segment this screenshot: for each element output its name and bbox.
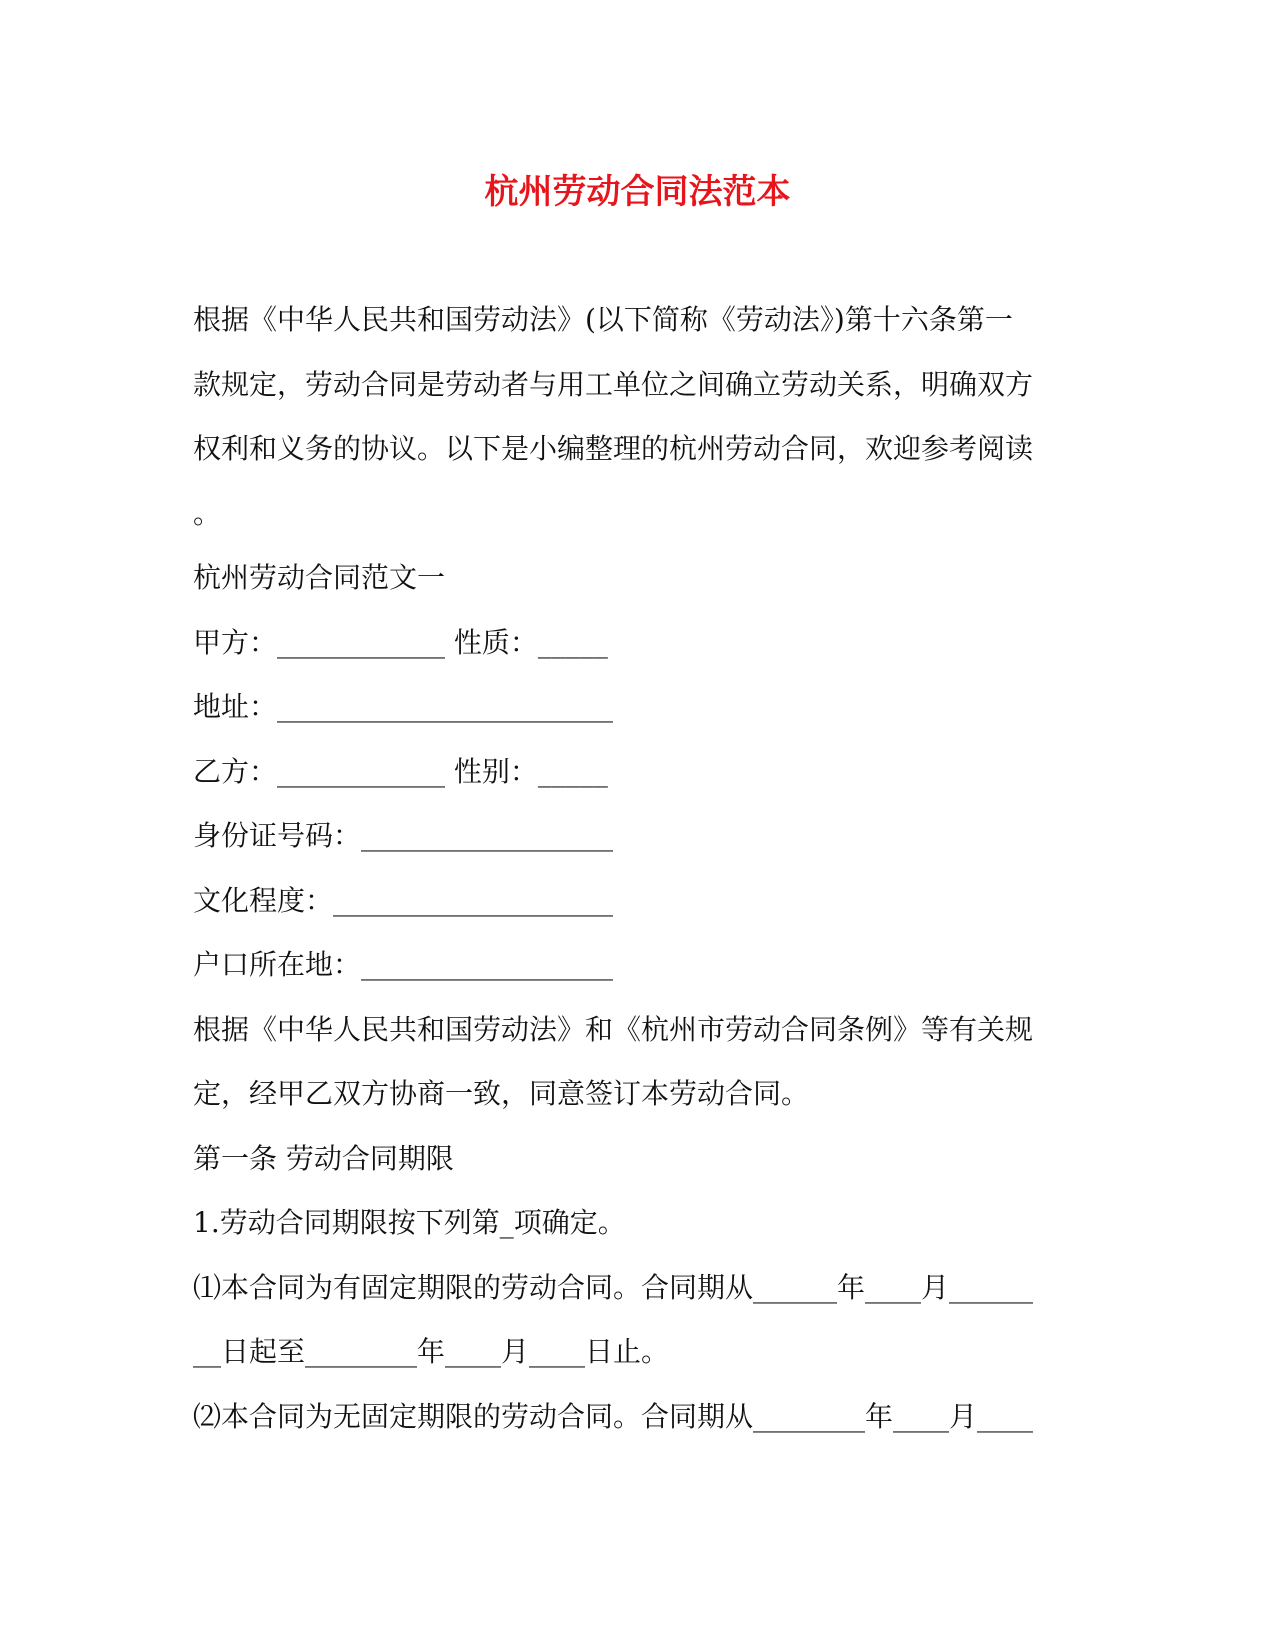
document-body (193, 288, 1083, 1449)
section-heading: 杭州劳动合同范文一 (193, 561, 446, 594)
clause-1: 1.劳动合同期限按下列第_项确定。 (193, 1206, 626, 1239)
intro-line-2: 款规定，劳动合同是劳动者与用工单位之间确立劳动关系，明确双方 (193, 367, 1034, 401)
intro-line-4: 。 (193, 496, 222, 530)
party-a-field: 甲方：____________ 性质：_____ (193, 625, 608, 659)
basis-line-1: 根据《中华人民共和国劳动法》和《杭州市劳动合同条例》等有关规 (193, 1012, 1034, 1046)
education-field: 文化程度：____________________ (193, 883, 614, 917)
clause-1-option-1-line-1: ⑴本合同为有固定期限的劳动合同。合同期从______年____月______ (193, 1270, 1034, 1304)
party-b-field: 乙方：____________ 性别：_____ (193, 754, 608, 788)
basis-line-2: 定，经甲乙双方协商一致，同意签订本劳动合同。 (193, 1077, 810, 1110)
document-title: 杭州劳动合同法范本 (484, 172, 791, 212)
intro-line-3: 权利和义务的协议。以下是小编整理的杭州劳动合同，欢迎参考阅读 (193, 432, 1034, 465)
id-number-field: 身份证号码：__________________ (193, 819, 614, 852)
clause-1-option-1-line-2: __日起至________年____月____日止。 (193, 1335, 670, 1368)
clause-1-option-2: ⑵本合同为无固定期限的劳动合同。合同期从________年____月____ (193, 1399, 1034, 1433)
article-1-heading: 第一条 劳动合同期限 (193, 1141, 454, 1175)
intro-line-1: 根据《中华人民共和国劳动法》(以下简称《劳动法》)第十六条第一 (193, 303, 1013, 336)
address-field: 地址：________________________ (193, 690, 614, 723)
household-registration-field: 户口所在地：__________________ (193, 948, 614, 981)
